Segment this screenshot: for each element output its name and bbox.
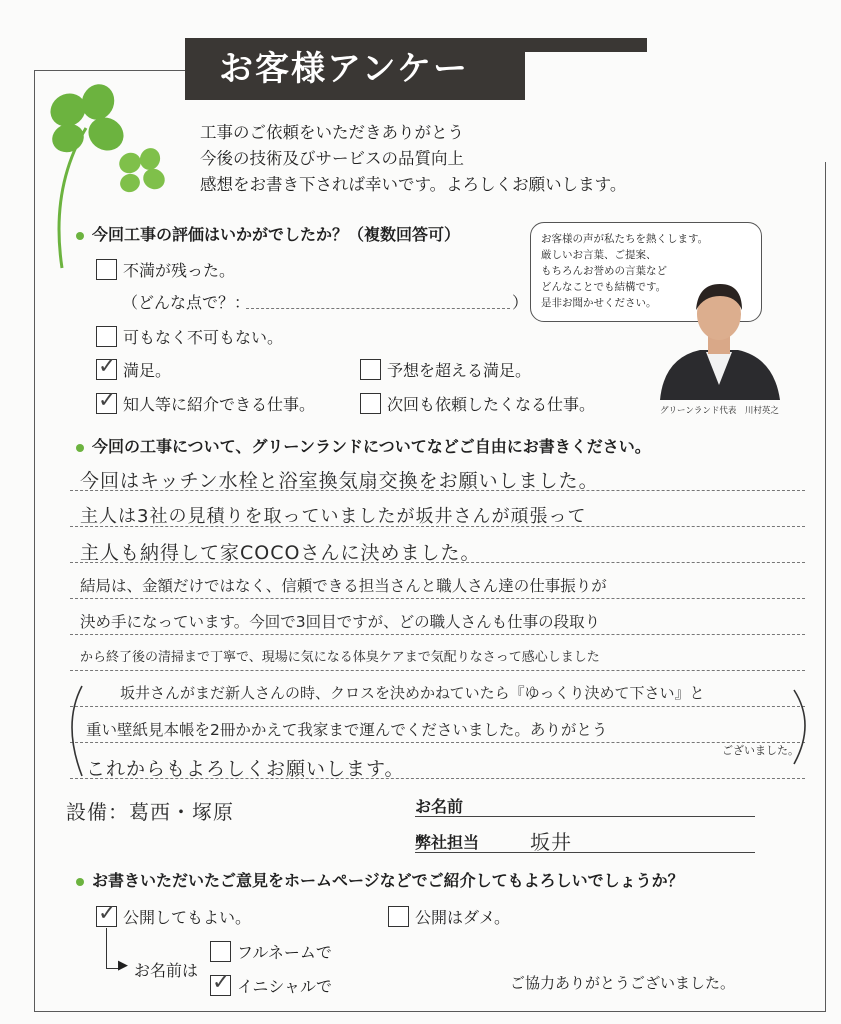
bullet-icon [76, 444, 84, 452]
small-clover-icon [112, 145, 172, 203]
intro-text [200, 120, 626, 198]
option-recommendable[interactable]: ✓ 知人等に紹介できる仕事。 [98, 388, 316, 414]
q3-heading: お書きいただいたご意見をホームページなどでご紹介してもよろしいでしょうか？ [76, 868, 684, 891]
checkbox[interactable] [360, 359, 381, 380]
arrow-icon: ▶ [118, 958, 128, 973]
option-exceeded[interactable]: 予想を超える満足。 [360, 358, 531, 381]
check-mark-icon: ✓ [98, 354, 117, 379]
name-input-line[interactable] [415, 816, 755, 817]
ruled-line [70, 634, 805, 635]
checkbox-checked[interactable] [96, 901, 117, 927]
option-publish-ok[interactable]: ✓ 公開してもよい。 [98, 901, 252, 927]
equipment-handwritten: 設備：葛西・塚原 [66, 800, 234, 824]
option-initials[interactable]: ✓ イニシャルで [212, 970, 333, 996]
handwritten-bracket [60, 684, 820, 784]
intro-line: 感想をお書き下されば幸いです。よろしくお願いします。 [200, 175, 627, 194]
handwritten-line: 重い壁紙見本帳を2冊かかえて我家まで運んでくださいました。ありがとう [86, 721, 608, 739]
option-fullname[interactable]: フルネームで [210, 940, 332, 963]
staff-label: 弊社担当 [415, 833, 480, 852]
handwritten-line: 決め手になっています。今回で3回目ですが、どの職人さんも仕事の段取り [80, 613, 601, 631]
handwritten-line: 坂井さんがまだ新人さんの時、クロスを決めかねていたら『ゆっくり決めて下さい』と [120, 684, 705, 702]
ruled-line [70, 670, 805, 671]
speech-bubble: お客様の声が私たちを熱くします。 厳しいお言葉、ご提案、 もちろんお誉めの言葉など どんなことでも結構です。 是非お聞かせください。 [530, 222, 762, 322]
ruled-line [70, 598, 805, 599]
checkbox-checked[interactable] [96, 354, 117, 380]
detail-prompt: （どんな点で？： [122, 293, 251, 312]
detail-input-line[interactable] [246, 308, 510, 309]
q1-heading: 今回工事の評価はいかがでしたか？（複数回答可） [76, 222, 460, 245]
checkbox[interactable] [210, 941, 231, 962]
checkbox[interactable] [360, 393, 381, 414]
handwritten-line: 結局は、金額だけではなく、信頼できる担当さんと職人さん達の仕事振りが [80, 577, 607, 595]
detail-close: ） [512, 293, 529, 312]
page-title: お客様アンケー [185, 38, 525, 100]
bullet-icon [76, 878, 84, 886]
staff-input-line[interactable] [415, 852, 755, 853]
option-satisfied[interactable]: ✓ 満足。 [98, 354, 172, 380]
intro-line: 工事のご依頼をいただきありがとう [200, 123, 464, 142]
option-request-again[interactable]: 次回も依頼したくなる仕事。 [360, 392, 595, 415]
handwritten-line: これからもよろしくお願いします。 [86, 758, 405, 780]
name-is-label: お名前は [134, 961, 199, 980]
title-bar-extension [525, 38, 647, 52]
thanks-text: ご協力ありがとうございました。 [510, 974, 736, 992]
checkbox[interactable] [388, 906, 409, 927]
option-neutral[interactable]: 可もなく不可もない。 [96, 325, 283, 348]
q2-heading: 今回の工事について、グリーンランドについてなどご自由にお書きください。 [76, 434, 651, 457]
handwritten-line: 主人も納得して家COCOさんに決めました。 [80, 542, 481, 564]
checkbox-checked[interactable] [210, 970, 231, 996]
staff-handwritten: 坂井 [530, 830, 572, 854]
handwritten-note: ございました。 [722, 744, 799, 757]
representative-photo [650, 270, 788, 400]
name-label: お名前 [415, 797, 464, 816]
checkbox-checked[interactable] [96, 388, 117, 414]
check-mark-icon: ✓ [98, 901, 117, 926]
checkbox[interactable] [96, 326, 117, 347]
handwritten-line: から終了後の清掃まで丁寧で、現場に気になる体臭ケアまで気配りなさって感心しました [80, 650, 600, 665]
check-mark-icon: ✓ [98, 388, 117, 413]
intro-line: 今後の技術及びサービスの品質向上 [200, 149, 464, 168]
option-publish-no[interactable]: 公開はダメ。 [388, 905, 510, 928]
handwritten-line: 主人は3社の見積りを取っていましたが坂井さんが頑張って [80, 506, 587, 527]
checkbox[interactable] [96, 259, 117, 280]
bullet-icon [76, 232, 84, 240]
representative-caption: グリーンランド代表 川村英之 [660, 406, 779, 416]
handwritten-line: 今回はキッチン水栓と浴室換気扇交換をお願いしました。 [80, 470, 599, 492]
option-dissatisfied[interactable]: 不満が残った。 [96, 258, 235, 281]
check-mark-icon: ✓ [212, 970, 231, 995]
